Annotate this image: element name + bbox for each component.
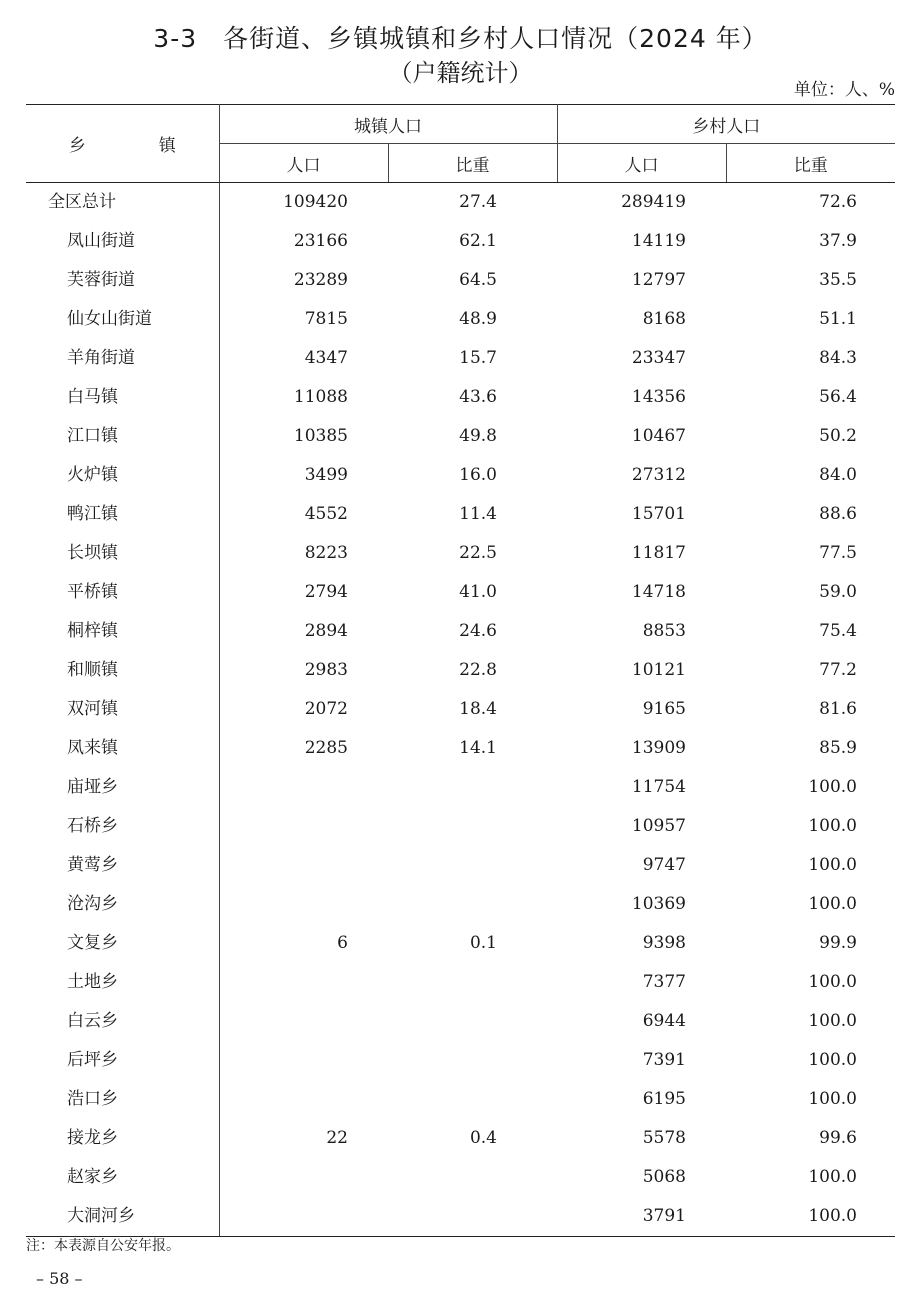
row-name: 凤山街道 [26, 222, 219, 261]
row-name: 全区总计 [26, 183, 219, 223]
urban-population-cell [219, 846, 388, 885]
urban-share-cell: 43.6 [459, 387, 497, 407]
header-urban-share: 比重 [388, 144, 557, 183]
table-row [26, 807, 895, 846]
urban-population-cell: 4347 [304, 348, 348, 368]
rural-population-cell: 9398 [642, 933, 686, 953]
rural-share-cell: 84.3 [819, 348, 857, 368]
urban-share-cell: 22.5 [459, 543, 497, 563]
rural-population-cell: 3791 [557, 1197, 726, 1237]
table-row [26, 495, 895, 534]
footnote: 注：本表源自公安年报。 [26, 1238, 180, 1254]
rural-share-cell: 81.6 [819, 699, 857, 719]
row-name: 凤来镇 [26, 729, 219, 768]
urban-population-cell: 2794 [304, 582, 348, 602]
urban-population-cell: 6 [337, 933, 348, 953]
population-table [26, 104, 895, 1237]
urban-share-cell: 18.4 [459, 699, 497, 719]
table-row [26, 651, 895, 690]
rural-share-cell: 77.2 [819, 660, 857, 680]
rural-share-cell: 100.0 [808, 1089, 857, 1109]
rural-population-cell: 10369 [631, 894, 686, 914]
rural-population-cell: 9165 [642, 699, 686, 719]
rural-share-cell: 85.9 [819, 738, 857, 758]
urban-share-cell: 64.5 [459, 270, 497, 290]
urban-share-cell [388, 1158, 557, 1197]
rural-share-cell: 77.5 [819, 543, 857, 563]
rural-population-cell: 8168 [642, 309, 686, 329]
table-row [26, 612, 895, 651]
rural-population-cell: 13909 [631, 738, 686, 758]
table-row [26, 885, 895, 924]
table-row [26, 183, 895, 223]
rural-population-cell: 10121 [631, 660, 686, 680]
row-name: 土地乡 [26, 963, 219, 1002]
rural-share-cell: 100.0 [808, 855, 857, 875]
row-name: 长坝镇 [26, 534, 219, 573]
urban-population-cell: 22 [326, 1128, 348, 1148]
rural-population-cell: 5068 [642, 1167, 686, 1187]
urban-population-cell: 11088 [293, 387, 348, 407]
row-name: 浩口乡 [26, 1080, 219, 1119]
rural-population-cell: 27312 [631, 465, 686, 485]
rural-population-cell: 9747 [642, 855, 686, 875]
rural-share-cell: 84.0 [819, 465, 857, 485]
rural-share-cell: 37.9 [819, 231, 857, 251]
rural-share-cell: 72.6 [819, 192, 857, 212]
urban-population-cell: 7815 [304, 309, 348, 329]
table-header [26, 105, 895, 183]
rural-population-cell: 10957 [631, 816, 686, 836]
urban-population-cell: 23166 [293, 231, 348, 251]
page-number: – 58 – [36, 1269, 83, 1288]
table-row [26, 534, 895, 573]
rural-population-cell: 8853 [642, 621, 686, 641]
urban-share-cell [388, 846, 557, 885]
urban-population-cell [219, 1002, 388, 1041]
urban-share-cell: 62.1 [459, 231, 497, 251]
rural-population-cell: 11817 [631, 543, 686, 563]
urban-population-cell [219, 1197, 388, 1237]
urban-share-cell: 49.8 [459, 426, 497, 446]
urban-population-cell: 2285 [304, 738, 348, 758]
row-name: 赵家乡 [26, 1158, 219, 1197]
row-name: 白云乡 [26, 1002, 219, 1041]
row-name: 沧沟乡 [26, 885, 219, 924]
urban-share-cell: 41.0 [459, 582, 497, 602]
rural-share-cell: 88.6 [819, 504, 857, 524]
row-name: 接龙乡 [26, 1119, 219, 1158]
table-row [26, 768, 895, 807]
table-row [26, 1002, 895, 1041]
row-name: 庙垭乡 [26, 768, 219, 807]
rural-population-cell: 11754 [631, 777, 686, 797]
urban-population-cell: 2983 [304, 660, 348, 680]
rural-population-cell: 289419 [621, 192, 686, 212]
rural-share-cell: 100.0 [726, 1197, 895, 1237]
row-name: 双河镇 [26, 690, 219, 729]
row-name: 芙蓉街道 [26, 261, 219, 300]
table-row [26, 690, 895, 729]
row-name: 黄莺乡 [26, 846, 219, 885]
row-name: 石桥乡 [26, 807, 219, 846]
urban-share-cell: 11.4 [459, 504, 497, 524]
rural-share-cell: 100.0 [808, 777, 857, 797]
urban-share-cell: 0.4 [469, 1128, 497, 1148]
urban-share-cell [388, 1197, 557, 1237]
table-title: 3-3 各街道、乡镇城镇和乡村人口情况（2024 年） [153, 24, 768, 53]
urban-population-cell: 23289 [293, 270, 348, 290]
table-row [26, 417, 895, 456]
rural-population-cell: 7377 [642, 972, 686, 992]
row-name: 平桥镇 [26, 573, 219, 612]
urban-population-cell [219, 768, 388, 807]
rural-share-cell: 100.0 [808, 1050, 857, 1070]
table-row [26, 963, 895, 1002]
rural-population-cell: 14119 [631, 231, 686, 251]
rural-share-cell: 99.6 [819, 1128, 857, 1148]
rural-share-cell: 59.0 [819, 582, 857, 602]
rural-population-cell: 7391 [642, 1050, 686, 1070]
row-name: 文复乡 [26, 924, 219, 963]
urban-share-cell [388, 885, 557, 924]
table-row [26, 1041, 895, 1080]
table-row [26, 573, 895, 612]
table-row [26, 1197, 895, 1237]
rural-population-cell: 6195 [642, 1089, 686, 1109]
rural-share-cell: 100.0 [808, 1167, 857, 1187]
urban-population-cell [219, 963, 388, 1002]
header-urban-population: 人口 [219, 144, 388, 183]
table-row [26, 1158, 895, 1197]
rural-population-cell: 5578 [642, 1128, 686, 1148]
header-urban: 城镇人口 [219, 105, 557, 144]
urban-population-cell: 10385 [293, 426, 348, 446]
urban-share-cell: 14.1 [459, 738, 497, 758]
urban-population-cell [219, 1041, 388, 1080]
urban-population-cell: 3499 [304, 465, 348, 485]
rural-share-cell: 99.9 [819, 933, 857, 953]
table-row [26, 456, 895, 495]
urban-population-cell: 2894 [304, 621, 348, 641]
rural-share-cell: 75.4 [819, 621, 857, 641]
rural-population-cell: 15701 [631, 504, 686, 524]
table-row [26, 846, 895, 885]
urban-share-cell: 0.1 [469, 933, 497, 953]
rural-population-cell: 14356 [631, 387, 686, 407]
table-row [26, 300, 895, 339]
table-body [26, 183, 895, 1237]
urban-population-cell: 2072 [304, 699, 348, 719]
rural-share-cell: 100.0 [808, 816, 857, 836]
row-name: 白马镇 [26, 378, 219, 417]
rural-share-cell: 51.1 [819, 309, 857, 329]
urban-share-cell: 48.9 [459, 309, 497, 329]
urban-population-cell [219, 1080, 388, 1119]
urban-population-cell: 4552 [304, 504, 348, 524]
rural-share-cell: 100.0 [808, 972, 857, 992]
row-name: 鸭江镇 [26, 495, 219, 534]
table-row [26, 339, 895, 378]
header-rural: 乡村人口 [557, 105, 895, 144]
urban-share-cell: 27.4 [459, 192, 497, 212]
header-rural-population: 人口 [557, 144, 726, 183]
urban-share-cell [388, 1080, 557, 1119]
urban-share-cell: 24.6 [459, 621, 497, 641]
rural-share-cell: 50.2 [819, 426, 857, 446]
row-name: 大洞河乡 [26, 1197, 219, 1237]
urban-share-cell: 22.8 [459, 660, 497, 680]
row-name: 后坪乡 [26, 1041, 219, 1080]
urban-share-cell: 15.7 [459, 348, 497, 368]
rural-share-cell: 100.0 [808, 1011, 857, 1031]
urban-share-cell [388, 768, 557, 807]
row-name: 和顺镇 [26, 651, 219, 690]
rural-population-cell: 6944 [642, 1011, 686, 1031]
table-row [26, 222, 895, 261]
table-row [26, 261, 895, 300]
table-row [26, 1080, 895, 1119]
rural-population-cell: 14718 [631, 582, 686, 602]
urban-population-cell [219, 1158, 388, 1197]
urban-share-cell [388, 1002, 557, 1041]
table-subtitle: （户籍统计） [388, 59, 533, 87]
urban-population-cell: 8223 [304, 543, 348, 563]
table-row [26, 924, 895, 963]
table-row [26, 1119, 895, 1158]
urban-share-cell [388, 1041, 557, 1080]
row-name: 仙女山街道 [26, 300, 219, 339]
urban-share-cell [388, 807, 557, 846]
rural-population-cell: 10467 [631, 426, 686, 446]
unit-label: 单位：人、% [793, 80, 895, 100]
row-name: 江口镇 [26, 417, 219, 456]
table-row [26, 729, 895, 768]
rural-share-cell: 56.4 [819, 387, 857, 407]
rural-share-cell: 35.5 [819, 270, 857, 290]
rural-population-cell: 12797 [631, 270, 686, 290]
urban-population-cell [219, 885, 388, 924]
rural-share-cell: 100.0 [808, 894, 857, 914]
urban-share-cell [388, 963, 557, 1002]
table-row [26, 378, 895, 417]
urban-share-cell: 16.0 [459, 465, 497, 485]
urban-population-cell: 109420 [283, 192, 348, 212]
header-rural-share: 比重 [726, 144, 895, 183]
row-name: 桐梓镇 [26, 612, 219, 651]
rural-population-cell: 23347 [631, 348, 686, 368]
row-name: 火炉镇 [26, 456, 219, 495]
row-name: 羊角街道 [26, 339, 219, 378]
header-town: 乡 镇 [26, 105, 219, 183]
urban-population-cell [219, 807, 388, 846]
